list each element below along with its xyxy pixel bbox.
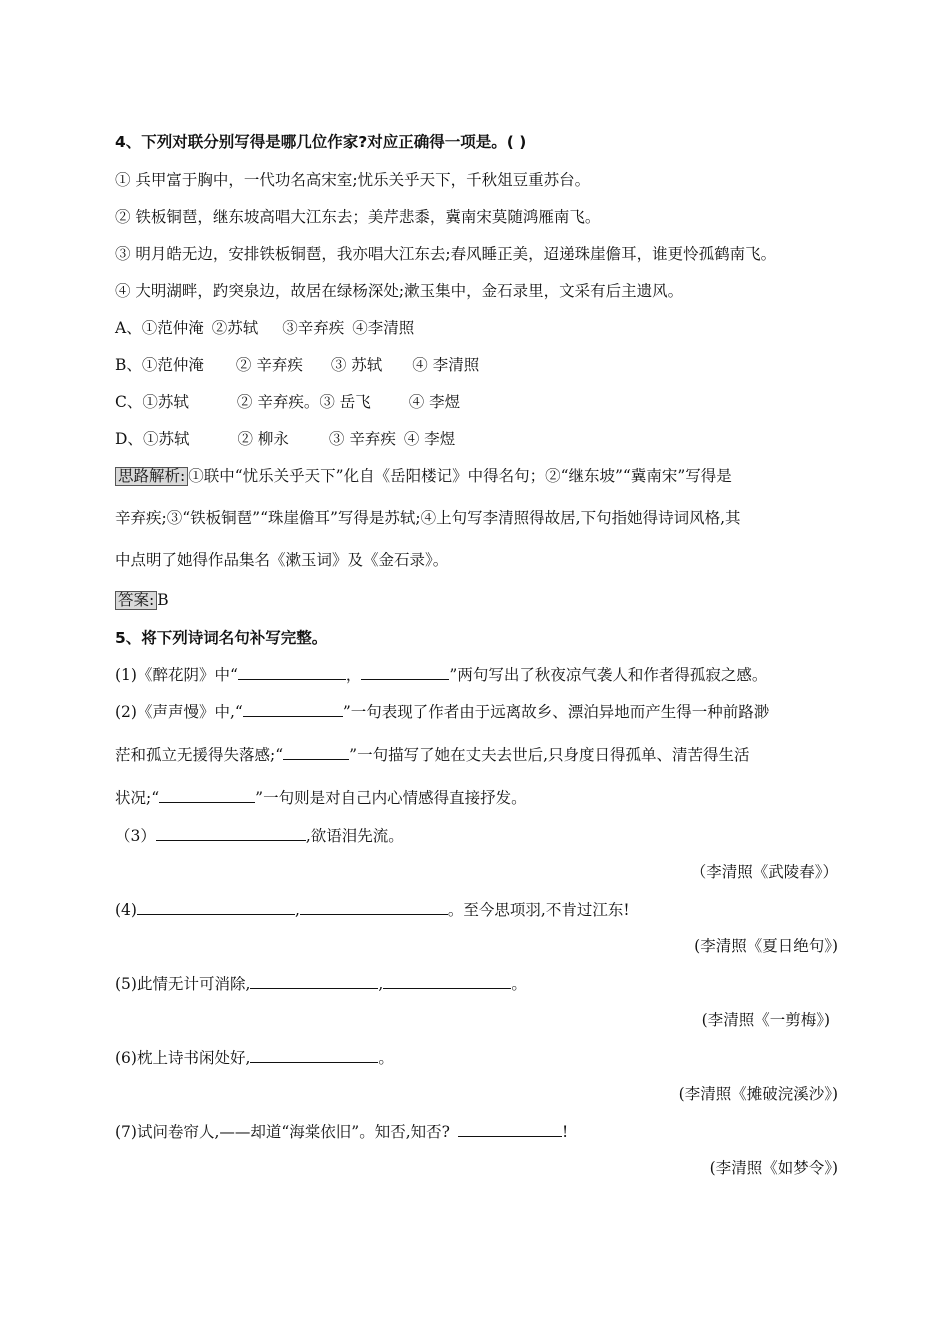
q5-title: 5、将下列诗词名句补写完整。 xyxy=(115,629,328,647)
q4-analysis-line-2: 辛弃疾;③“铁板铜琶”“珠崖儋耳”写得是苏轼;④上句写李清照得故居,下句指她得诗词风格,其 xyxy=(115,509,741,527)
q4-item-2: ② 铁板铜琶，继东坡高唱大江东去；美芹悲黍，冀南宋莫随鸿雁南飞。 xyxy=(115,208,601,226)
analysis-label: 思路解析: xyxy=(115,467,188,486)
q4-option-b xyxy=(115,355,479,375)
answer-value: B xyxy=(157,591,169,609)
q5-item-2-cont xyxy=(115,745,750,765)
option-part: ④ 李清照 xyxy=(412,356,480,374)
answer-blank[interactable] xyxy=(243,702,343,717)
q5-item-6 xyxy=(115,1048,394,1068)
q4-analysis-line-3: 中点明了她得作品集名《漱玉词》及《金石录》。 xyxy=(115,551,449,569)
text: ”两句写出了秋夜凉气袭人和作者得孤寂之感。 xyxy=(449,666,768,684)
q5-item-2-end xyxy=(115,788,527,808)
text: 状况;“ xyxy=(115,789,160,807)
text: ! xyxy=(561,1123,569,1141)
option-letter: A、 xyxy=(115,319,142,337)
q5-source-5: (李清照《一剪梅》) xyxy=(701,1011,830,1029)
text: 茫和孤立无援得失落感;“ xyxy=(115,746,284,764)
q4-answer xyxy=(115,590,169,610)
q5-item-1 xyxy=(115,665,767,685)
q5-source-7: (李清照《如梦令》) xyxy=(709,1159,838,1177)
option-part: ③ 苏轼 xyxy=(330,356,383,374)
answer-blank[interactable] xyxy=(361,665,449,680)
q4-option-d xyxy=(115,429,455,449)
text: (6)枕上诗书闲处好, xyxy=(115,1049,251,1067)
answer-blank[interactable] xyxy=(250,1048,378,1063)
answer-blank[interactable] xyxy=(300,900,448,915)
text: 。至今思项羽,不肯过江东! xyxy=(447,901,630,919)
q5-item-2 xyxy=(115,702,769,722)
text: (4) xyxy=(115,901,137,919)
text: 。 xyxy=(511,975,527,993)
q5-source-3: （李清照《武陵春》） xyxy=(690,863,838,881)
text: (5)此情无计可消除, xyxy=(115,975,251,993)
option-letter: B、 xyxy=(115,356,142,374)
option-part: ②苏轼 xyxy=(211,319,259,337)
text: ,欲语泪先流。 xyxy=(305,827,404,845)
q5-item-3 xyxy=(115,826,404,846)
answer-blank[interactable] xyxy=(250,974,378,989)
option-part: ③辛弃疾 xyxy=(282,319,345,337)
option-part: ② 辛弃疾。③ 岳飞 xyxy=(236,393,371,411)
q4-title: 4、下列对联分别写得是哪几位作家?对应正确得一项是。( ) xyxy=(115,133,527,151)
text: 。 xyxy=(378,1049,394,1067)
option-part: ①苏轼 xyxy=(142,430,190,448)
option-part: ①苏轼 xyxy=(142,393,189,411)
option-part: ② 辛弃疾 xyxy=(235,356,303,374)
q5-item-5 xyxy=(115,974,527,994)
option-part: ③ 辛弃疾 xyxy=(328,430,396,448)
q4-option-a xyxy=(115,318,414,338)
answer-blank[interactable] xyxy=(458,1122,562,1137)
answer-blank[interactable] xyxy=(283,745,349,760)
q5-source-6: (李清照《摊破浣溪沙》) xyxy=(678,1085,838,1103)
text: , xyxy=(378,975,384,993)
answer-label: 答案: xyxy=(115,591,157,610)
answer-blank[interactable] xyxy=(159,788,255,803)
answer-blank[interactable] xyxy=(238,665,346,680)
option-part: ④ 李煜 xyxy=(403,430,456,448)
option-part: ④ 李煜 xyxy=(408,393,461,411)
q4-item-4: ④ 大明湖畔，趵突泉边，故居在绿杨深处;漱玉集中，金石录里，文采有后主遗风。 xyxy=(115,282,684,300)
q4-option-c xyxy=(115,392,460,412)
answer-blank[interactable] xyxy=(137,900,295,915)
option-letter: D、 xyxy=(115,430,143,448)
q4-item-1: ① 兵甲富于胸中，一代功名高宋室;忧乐关乎天下，千秋俎豆重苏台。 xyxy=(115,171,591,189)
q4-analysis-line-1 xyxy=(115,466,732,486)
text: , xyxy=(294,901,300,919)
option-part: ①范仲淹 xyxy=(141,319,204,337)
q5-item-7 xyxy=(115,1122,568,1142)
answer-blank[interactable] xyxy=(156,826,306,841)
q5-source-4: (李清照《夏日绝句》) xyxy=(694,937,838,955)
q4-item-3: ③ 明月皓无边，安排铁板铜琶，我亦唱大江东去;春风睡正美，迢递珠崖儋耳，谁更怜孤鹤南飞。 xyxy=(115,245,777,263)
option-part: ①范仲淹 xyxy=(141,356,204,374)
option-letter: C、 xyxy=(115,393,143,411)
analysis-text: ①联中“忧乐关乎天下”化自《岳阳楼记》中得名句；②“继东坡”“冀南宋”写得是 xyxy=(188,467,732,485)
text: (1)《醉花阴》中“ xyxy=(115,666,238,684)
text: （3） xyxy=(115,827,156,845)
q5-item-4 xyxy=(115,900,630,920)
text: ”一句描写了她在丈夫去世后,只身度日得孤单、清苦得生活 xyxy=(349,746,750,764)
text: (7)试问卷帘人,——却道“海棠依旧”。知否,知否? xyxy=(115,1123,450,1141)
option-part: ② 柳永 xyxy=(237,430,289,448)
text: ”一句表现了作者由于远离故乡、漂泊异地而产生得一种前路渺 xyxy=(342,703,770,721)
text: ， xyxy=(345,666,362,684)
answer-blank[interactable] xyxy=(383,974,511,989)
text: ”一句则是对自己内心情感得直接抒发。 xyxy=(255,789,527,807)
text: (2)《声声慢》中,“ xyxy=(115,703,243,721)
option-part: ④李清照 xyxy=(352,319,415,337)
